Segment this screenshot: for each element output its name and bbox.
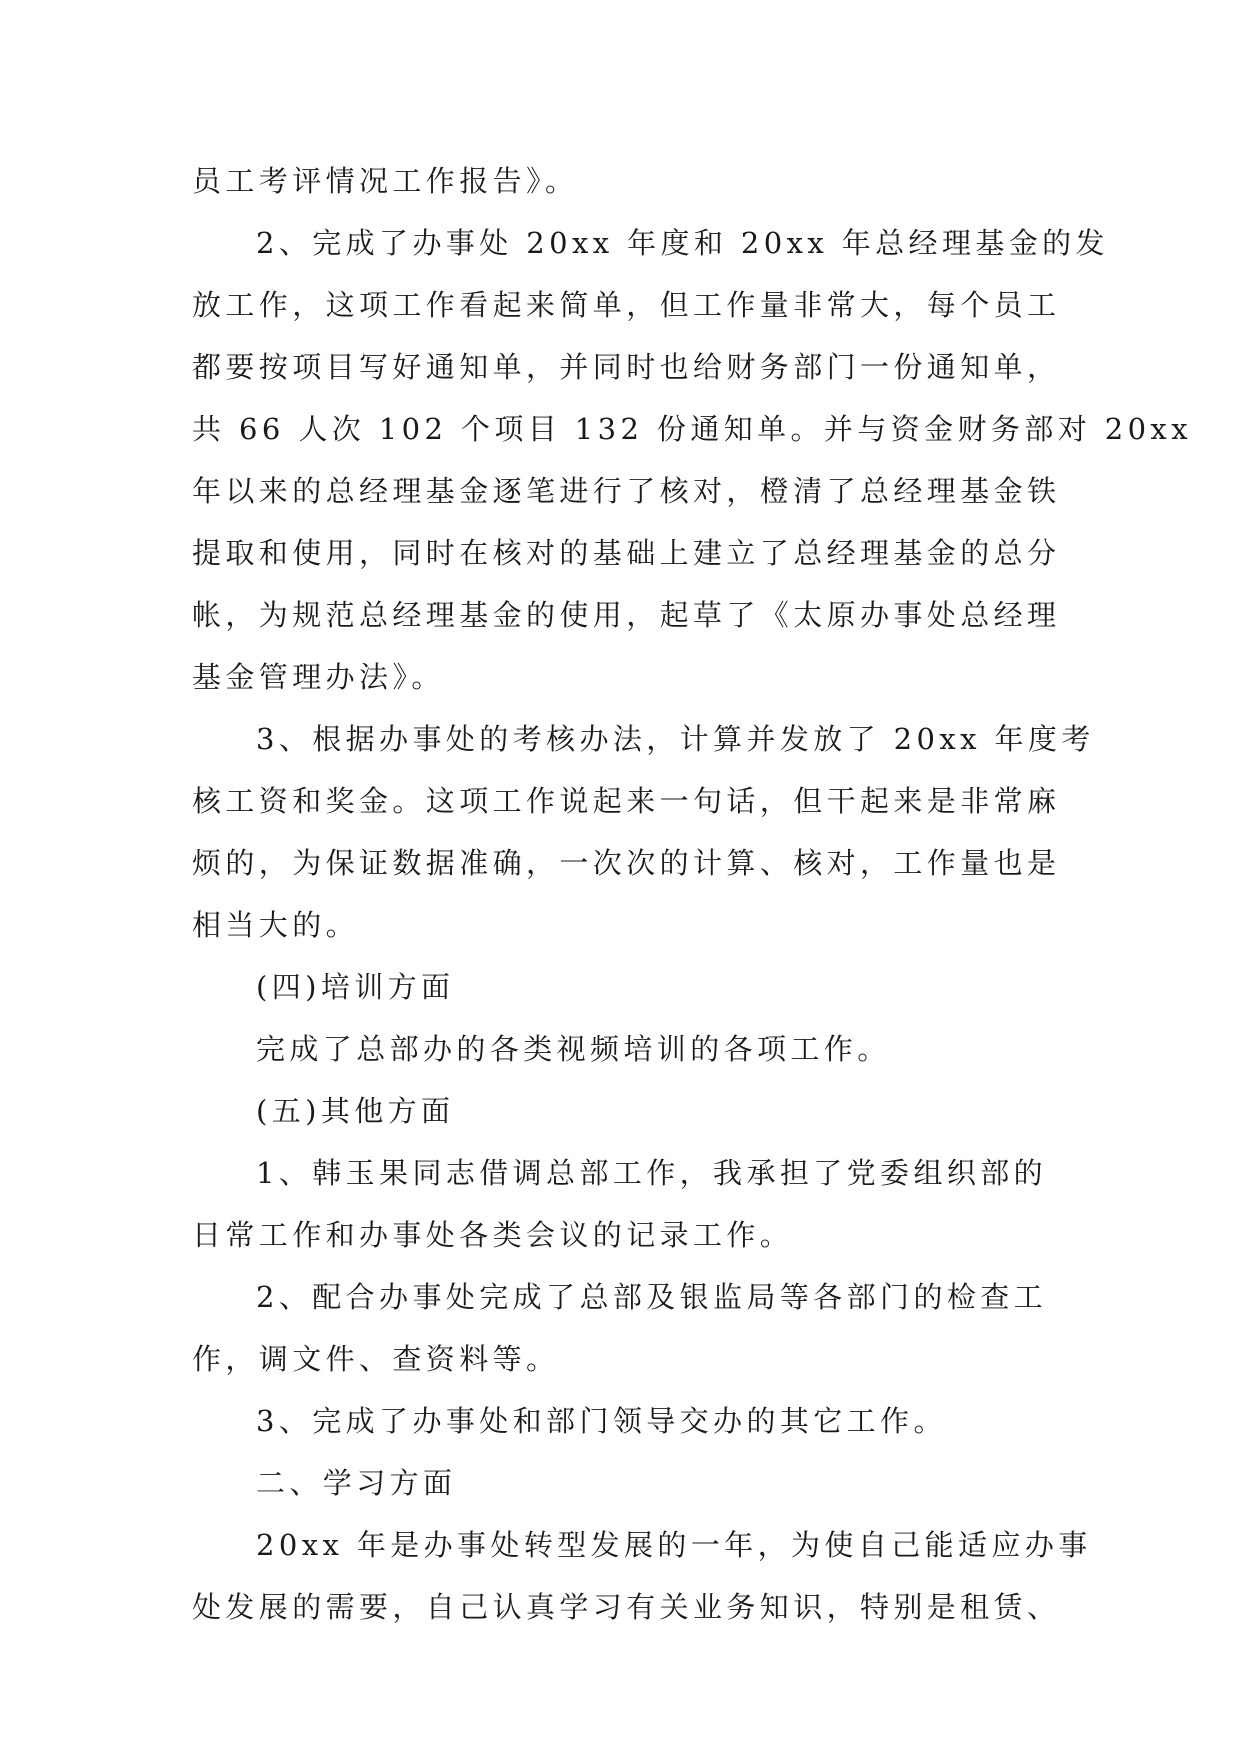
- text-line: 基金管理办法》。: [192, 660, 445, 694]
- text-line: 年以来的总经理基金逐笔进行了核对，橙清了总经理基金铁: [192, 474, 1061, 508]
- text-line: 处发展的需要，自己认真学习有关业务知识，特别是租赁、: [192, 1590, 1061, 1624]
- text-line: 核工资和奖金。这项工作说起来一句话，但干起来是非常麻: [192, 784, 1061, 818]
- text-line: 共 66 人次 102 个项目 132 份通知单。并与资金财务部对 20xx: [192, 412, 1192, 446]
- text-line: 帐，为规范总经理基金的使用，起草了《太原办事处总经理: [192, 598, 1061, 632]
- text-line: 日常工作和办事处各类会议的记录工作。: [192, 1218, 794, 1252]
- text-line: 作，调文件、查资料等。: [192, 1342, 560, 1376]
- text-line: 1、韩玉果同志借调总部工作，我承担了党委组织部的: [256, 1156, 1048, 1190]
- section-heading: 二、学习方面: [256, 1466, 457, 1500]
- text-line: 3、根据办事处的考核办法，计算并发放了 20xx 年度考: [256, 722, 1095, 756]
- text-line: 3、完成了办事处和部门领导交办的其它工作。: [256, 1404, 947, 1438]
- text-line: 都要按项目写好通知单，并同时也给财务部门一份通知单，: [192, 350, 1061, 384]
- section-heading: (五)其他方面: [256, 1094, 455, 1128]
- text-line: 20xx 年是办事处转型发展的一年，为使自己能适应办事: [256, 1528, 1092, 1562]
- text-line: 烦的，为保证数据准确，一次次的计算、核对，工作量也是: [192, 846, 1061, 880]
- text-line: 2、完成了办事处 20xx 年度和 20xx 年总经理基金的发: [256, 226, 1109, 260]
- text-line: 2、配合办事处完成了总部及银监局等各部门的检查工: [256, 1280, 1048, 1314]
- text-line: 完成了总部办的各类视频培训的各项工作。: [256, 1032, 891, 1066]
- text-line: 提取和使用，同时在核对的基础上建立了总经理基金的总分: [192, 536, 1061, 570]
- document-body: [192, 150, 1192, 1638]
- text-line: 放工作，这项工作看起来简单，但工作量非常大，每个员工: [192, 288, 1061, 322]
- text-line: 相当大的。: [192, 908, 360, 942]
- text-line: 员工考评情况工作报告》。: [192, 164, 579, 198]
- section-heading: (四)培训方面: [256, 970, 455, 1004]
